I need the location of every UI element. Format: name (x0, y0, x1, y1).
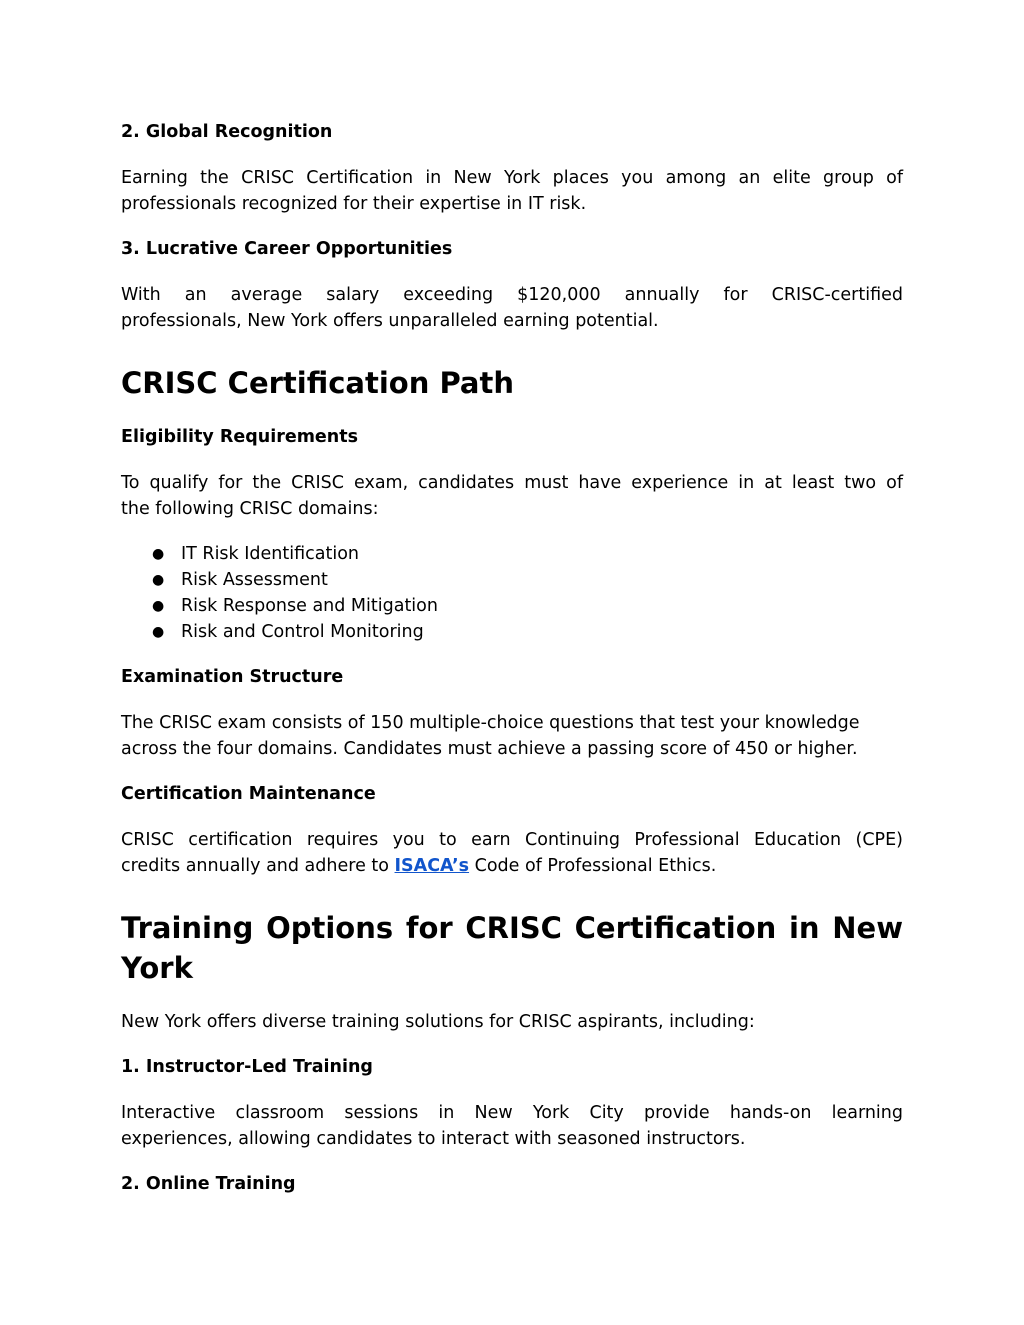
career-line-2: professionals, New York offers unparalleled earning potential. (121, 311, 659, 331)
training-title-line-1: Training Options for CRISC Certification in New (121, 911, 903, 945)
eligibility-line-2: the following CRISC domains: (121, 499, 379, 519)
exam-heading: Examination Structure (121, 667, 344, 687)
list-item (121, 567, 903, 593)
list-item-label: Risk Assessment (181, 570, 328, 590)
training-intro: New York offers diverse training solutions for CRISC aspirants, including: (121, 1012, 755, 1032)
training-title-line-2: York (121, 951, 193, 985)
maintenance-heading: Certification Maintenance (121, 784, 376, 804)
list-item-label: IT Risk Identification (181, 544, 359, 564)
global-recognition-line-2: professionals recognized for their expertise in IT risk. (121, 194, 587, 214)
instructor-line-1: Interactive classroom sessions in New York City provide hands-on learning (121, 1103, 903, 1123)
list-item (121, 619, 903, 645)
eligibility-paragraph (121, 470, 903, 522)
instructor-led-paragraph (121, 1100, 903, 1152)
list-item (121, 541, 903, 567)
instructor-led-heading: 1. Instructor-Led Training (121, 1057, 373, 1077)
training-options-title (121, 908, 903, 988)
bullet-icon: ● (152, 572, 165, 588)
eligibility-heading: Eligibility Requirements (121, 427, 359, 447)
maintenance-line-1: CRISC certification requires you to earn Continuing Professional Education (CPE) (121, 830, 903, 850)
exam-paragraph (121, 710, 903, 762)
domains-list (121, 541, 903, 645)
bullet-icon: ● (152, 624, 165, 640)
list-item (121, 593, 903, 619)
global-recognition-heading: 2. Global Recognition (121, 122, 333, 142)
global-recognition-paragraph (121, 165, 903, 217)
online-training-heading: 2. Online Training (121, 1174, 296, 1194)
list-item-label: Risk Response and Mitigation (181, 596, 438, 616)
global-recognition-line-1: Earning the CRISC Certification in New York places you among an elite group of (121, 168, 903, 188)
career-line-1: With an average salary exceeding $120,000 annually for CRISC-certified (121, 285, 903, 305)
eligibility-line-1: To qualify for the CRISC exam, candidates must have experience in at least two of (121, 473, 903, 493)
bullet-icon: ● (152, 598, 165, 614)
exam-line-1: The CRISC exam consists of 150 multiple-choice questions that test your knowledge (121, 713, 860, 733)
certification-path-title: CRISC Certification Path (121, 366, 515, 400)
maintenance-line-2-start: credits annually and adhere to (121, 856, 395, 876)
isaca-link[interactable]: ISACA’s (394, 856, 470, 876)
career-paragraph (121, 282, 903, 334)
career-heading: 3. Lucrative Career Opportunities (121, 239, 453, 259)
instructor-line-2: experiences, allowing candidates to interact with seasoned instructors. (121, 1129, 746, 1149)
maintenance-line-2-end: Code of Professional Ethics. (469, 856, 717, 876)
exam-line-2: across the four domains. Candidates must achieve a passing score of 450 or higher. (121, 739, 858, 759)
bullet-icon: ● (152, 546, 165, 562)
maintenance-paragraph (121, 827, 903, 879)
list-item-label: Risk and Control Monitoring (181, 622, 424, 642)
